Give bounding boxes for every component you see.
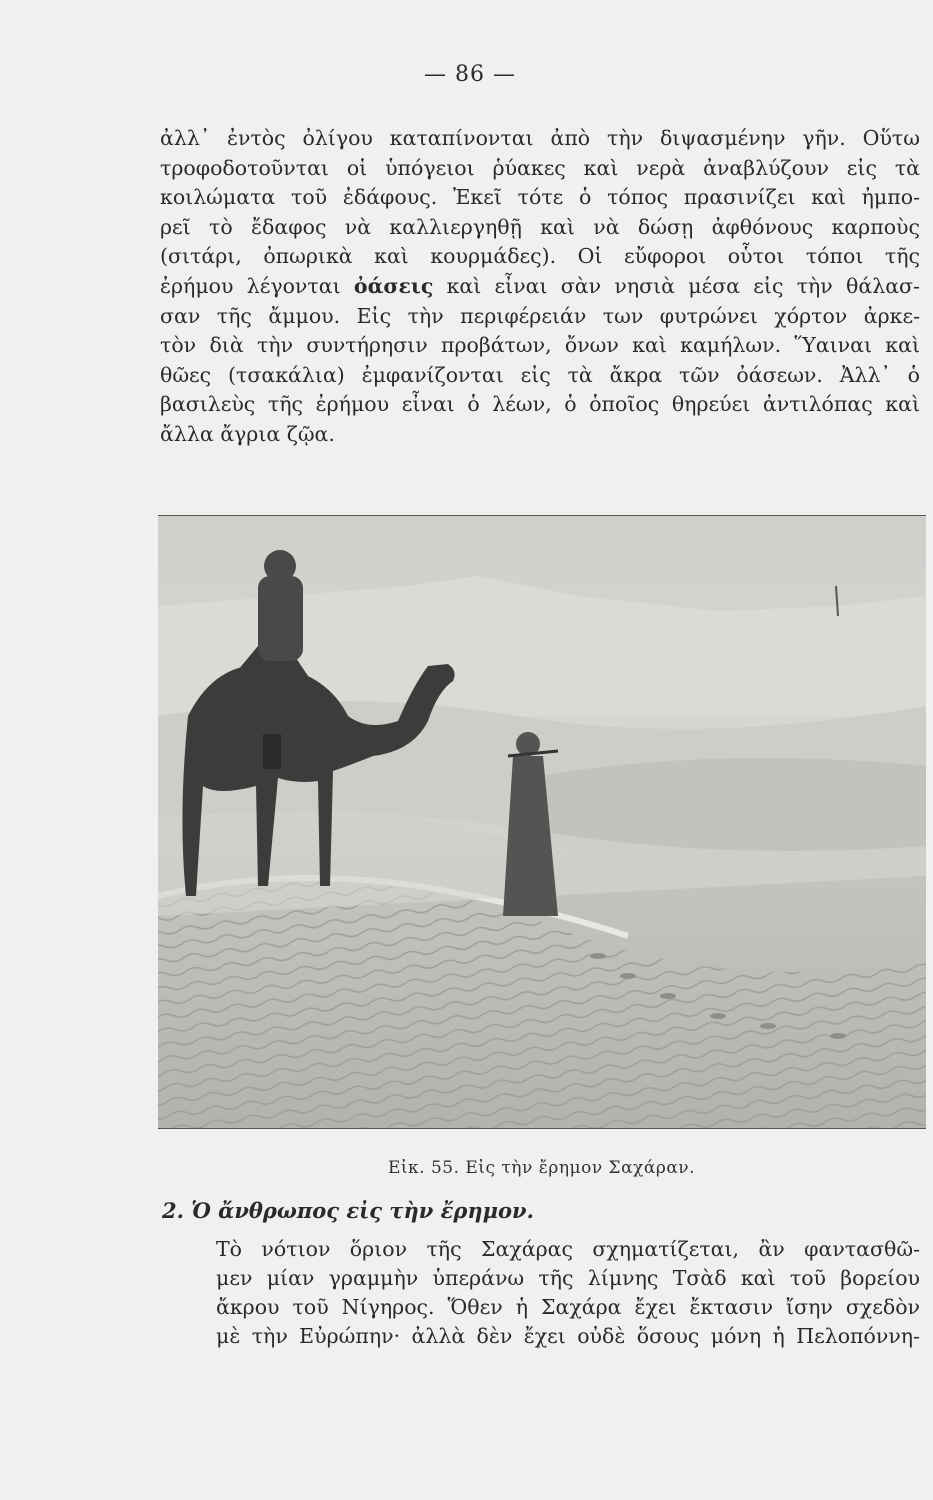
text-line: ἀλλ᾽ ἐντὸς ὀλίγου καταπίνονται ἀπὸ τὴν διψασμένην γῆν. Οὕτω [160, 126, 920, 150]
text-line: ἐρήμου λέγονται ὀάσεις καὶ εἶναι σὰν νησιὰ μέσα εἰς τὴν θάλασ- [160, 273, 920, 298]
text-line: Τὸ νότιον ὅριον τῆς Σαχάρας σχηματίζεται, ἂν φαντασθῶ- [216, 1237, 920, 1261]
desert-photo [158, 515, 926, 1129]
text-line: τροφοδοτοῦνται οἱ ὑπόγειοι ῥύακες καὶ νερὰ ἀναβλύζουν εἰς τὰ [160, 155, 920, 180]
text-line: μὲ τὴν Εὐρώπην· ἀλλὰ δὲν ἔχει οὐδὲ ὅσους μόνη ἡ Πελοπόννη- [216, 1324, 920, 1348]
text-line: θῶες (τσακάλια) ἐμφανίζονται εἰς τὰ ἄκρα τῶν ὀάσεων. Ἀλλ᾽ ὁ [160, 362, 920, 387]
paragraph-sahara-boundary [160, 1235, 920, 1351]
text-line: ρεῖ τὸ ἔδαφος νὰ καλλιεργηθῇ καὶ νὰ δώσῃ ἀφθόνους καρποὺς [160, 214, 920, 239]
text-line: κοιλώματα τοῦ ἐδάφους. Ἐκεῖ τότε ὁ τόπος πρασινίζει καὶ ἠμπο- [160, 185, 920, 210]
paragraph-oases [160, 124, 920, 450]
section-heading: 2. Ὁ ἄνθρωπος εἰς τὴν ἔρημον. [162, 1198, 534, 1223]
text-line: ἄλλα ἄγρια ζῷα. [160, 421, 335, 446]
text-line: (σιτάρι, ὀπωρικὰ καὶ κουρμάδες). Οἱ εὔφοροι οὗτοι τόποι τῆς [160, 244, 920, 269]
text-line: βασιλεὺς τῆς ἐρήμου εἶναι ὁ λέων, ὁ ὁποῖος θηρεύει ἀντιλόπας καὶ [160, 392, 920, 417]
text-line: μεν μίαν γραμμὴν ὑπεράνω τῆς λίμνης Τσὰδ καὶ τοῦ βορείου [216, 1266, 920, 1290]
figure-caption: Εἰκ. 55. Εἰς τὴν ἔρημον Σαχάραν. [387, 1158, 696, 1178]
text-line: σαν τῆς ἄμμου. Εἰς τὴν περιφέρειάν των φυτρώνει χόρτον ἀρκε- [160, 303, 920, 328]
text-line: ἄκρου τοῦ Νίγηρος. Ὅθεν ἡ Σαχάρα ἔχει ἔκτασιν ἴσην σχεδὸν [216, 1295, 920, 1319]
text-line: τὸν διὰ τὴν συντήρησιν προβάτων, ὄνων καὶ καμήλων. Ὕαιναι καὶ [160, 333, 920, 358]
page-number: — 86 — [424, 62, 516, 87]
bold-term: ὀάσεις [353, 273, 434, 298]
